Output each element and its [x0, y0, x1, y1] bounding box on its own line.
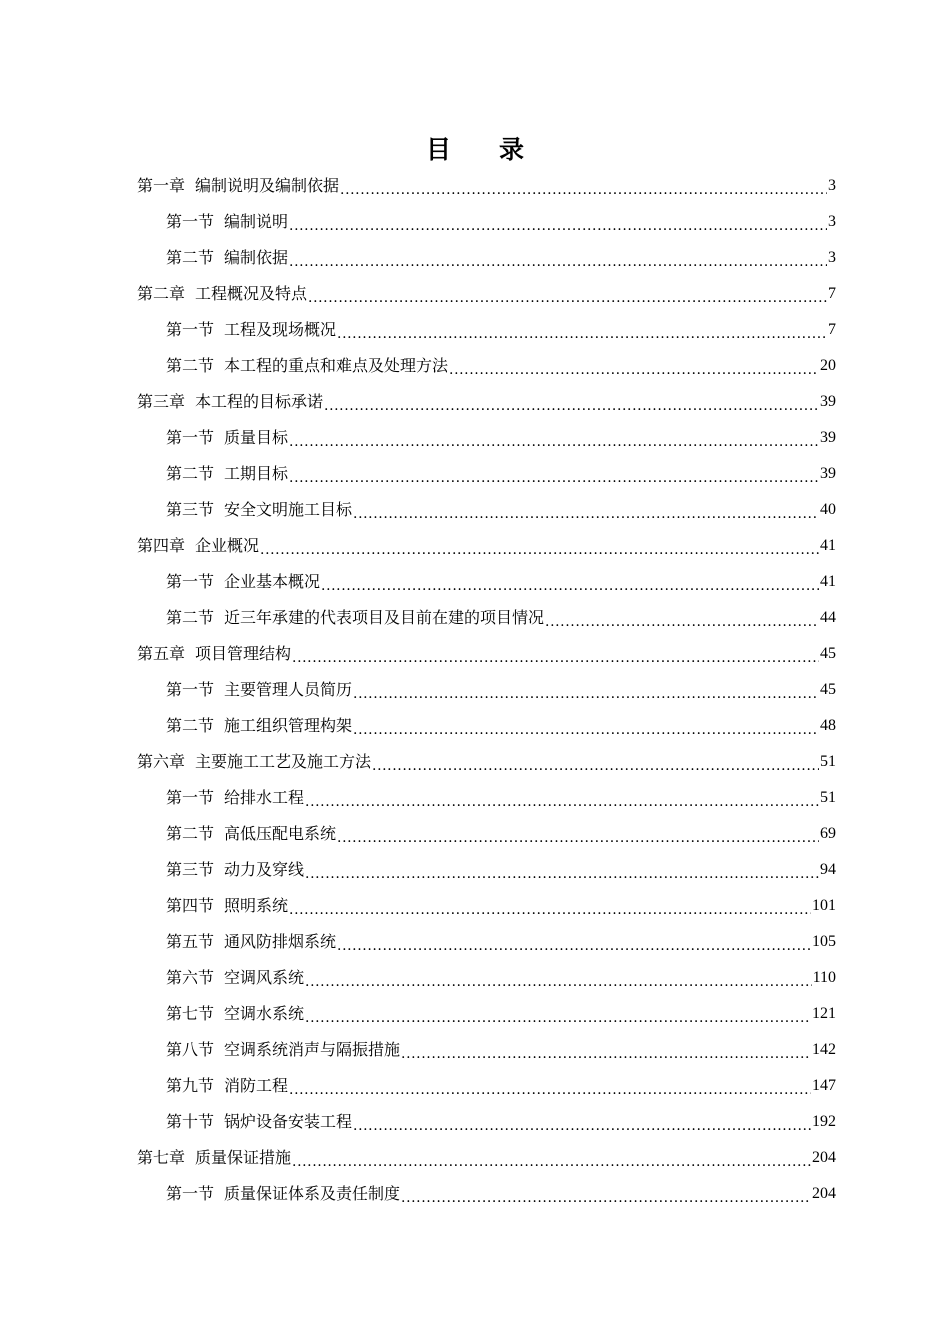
toc-entry-title: 锅炉设备安装工程 — [224, 1112, 353, 1131]
toc-entry-page-number: 204 — [812, 1185, 836, 1202]
toc-entry-number: 第四章 — [137, 536, 186, 555]
toc-entry-number: 第一节 — [166, 788, 215, 807]
toc-section-entry[interactable] — [137, 1176, 836, 1212]
toc-dot-leader — [337, 827, 819, 848]
toc-entry-title: 照明系统 — [224, 896, 289, 915]
toc-dot-leader — [308, 287, 827, 308]
toc-entry-number: 第五章 — [137, 644, 186, 663]
toc-section-entry[interactable] — [137, 204, 836, 240]
toc-chapter-entry[interactable] — [137, 636, 836, 672]
toc-entry-number: 第一章 — [137, 176, 186, 195]
toc-entry-number: 第一节 — [166, 1184, 215, 1203]
toc-entry-page-number: 192 — [812, 1113, 836, 1130]
toc-entry-page-number: 3 — [828, 249, 836, 266]
toc-entry-page-number: 51 — [820, 753, 836, 770]
toc-dot-leader — [353, 719, 819, 740]
toc-dot-leader — [340, 179, 827, 200]
toc-entry-page-number: 110 — [812, 969, 836, 986]
toc-section-entry[interactable] — [137, 996, 836, 1032]
toc-entry-number: 第三节 — [166, 500, 215, 519]
toc-section-entry[interactable] — [137, 852, 836, 888]
toc-dot-leader — [353, 1115, 811, 1136]
toc-entry-title: 质量保证措施 — [195, 1148, 292, 1167]
toc-entry-title: 动力及穿线 — [224, 860, 305, 879]
toc-entry-title: 质量目标 — [224, 428, 289, 447]
toc-entry-number: 第三节 — [166, 860, 215, 879]
toc-section-entry[interactable] — [137, 960, 836, 996]
toc-dot-leader — [260, 539, 819, 560]
toc-entry-title: 企业基本概况 — [224, 572, 321, 591]
toc-chapter-entry[interactable] — [137, 168, 836, 204]
toc-dot-leader — [289, 431, 819, 452]
toc-entry-number: 第二节 — [166, 356, 215, 375]
toc-entry-title: 主要管理人员简历 — [224, 680, 353, 699]
toc-entry-page-number: 20 — [820, 357, 836, 374]
toc-dot-leader — [305, 971, 812, 992]
toc-title — [0, 133, 950, 167]
toc-entry-page-number: 51 — [820, 789, 836, 806]
toc-entry-number: 第一节 — [166, 572, 215, 591]
toc-entry-title: 工程概况及特点 — [195, 284, 308, 303]
toc-entry-page-number: 48 — [820, 717, 836, 734]
toc-entry-number: 第六节 — [166, 968, 215, 987]
toc-chapter-entry[interactable] — [137, 528, 836, 564]
toc-dot-leader — [289, 467, 819, 488]
toc-entry-title: 质量保证体系及责任制度 — [224, 1184, 401, 1203]
toc-entry-page-number: 39 — [820, 465, 836, 482]
toc-entry-page-number: 39 — [820, 429, 836, 446]
toc-entry-number: 第十节 — [166, 1112, 215, 1131]
toc-entry-page-number: 94 — [820, 861, 836, 878]
toc-title-char-2: 录 — [499, 135, 525, 164]
toc-dot-leader — [289, 899, 811, 920]
toc-entry-number: 第一节 — [166, 212, 215, 231]
toc-section-entry[interactable] — [137, 420, 836, 456]
toc-section-entry[interactable] — [137, 240, 836, 276]
toc-section-entry[interactable] — [137, 672, 836, 708]
toc-entry-title: 施工组织管理构架 — [224, 716, 353, 735]
toc-section-entry[interactable] — [137, 708, 836, 744]
toc-entry-title: 企业概况 — [195, 536, 260, 555]
toc-entry-page-number: 7 — [828, 285, 836, 302]
toc-entry-page-number: 147 — [812, 1077, 836, 1094]
toc-entry-page-number: 45 — [820, 681, 836, 698]
toc-dot-leader — [305, 863, 819, 884]
toc-entry-title: 安全文明施工目标 — [224, 500, 353, 519]
toc-section-entry[interactable] — [137, 780, 836, 816]
toc-entry-number: 第七章 — [137, 1148, 186, 1167]
toc-entry-number: 第二节 — [166, 464, 215, 483]
toc-dot-leader — [545, 611, 819, 632]
toc-entry-number: 第一节 — [166, 680, 215, 699]
toc-list — [137, 168, 836, 1212]
toc-entry-title: 本工程的重点和难点及处理方法 — [224, 356, 449, 375]
toc-entry-number: 第二节 — [166, 824, 215, 843]
toc-entry-page-number: 40 — [820, 501, 836, 518]
toc-entry-page-number: 45 — [820, 645, 836, 662]
toc-entry-number: 第二章 — [137, 284, 186, 303]
toc-entry-number: 第一节 — [166, 320, 215, 339]
toc-dot-leader — [305, 1007, 811, 1028]
toc-entry-page-number: 3 — [828, 177, 836, 194]
toc-entry-page-number: 105 — [812, 933, 836, 950]
toc-entry-title: 高低压配电系统 — [224, 824, 337, 843]
toc-section-entry[interactable] — [137, 1032, 836, 1068]
toc-dot-leader — [401, 1187, 811, 1208]
toc-chapter-entry[interactable] — [137, 276, 836, 312]
toc-entry-number: 第二节 — [166, 716, 215, 735]
toc-entry-page-number: 3 — [828, 213, 836, 230]
toc-dot-leader — [372, 755, 819, 776]
toc-entry-title: 近三年承建的代表项目及目前在建的项目情况 — [224, 608, 545, 627]
toc-entry-number: 第一节 — [166, 428, 215, 447]
toc-entry-number: 第二节 — [166, 608, 215, 627]
toc-dot-leader — [324, 395, 819, 416]
toc-section-entry[interactable] — [137, 456, 836, 492]
toc-entry-title: 主要施工工艺及施工方法 — [195, 752, 372, 771]
toc-title-char-1: 目 — [425, 135, 451, 164]
toc-entry-number: 第五节 — [166, 932, 215, 951]
toc-entry-title: 项目管理结构 — [195, 644, 292, 663]
toc-entry-page-number: 121 — [812, 1005, 836, 1022]
toc-dot-leader — [353, 503, 819, 524]
toc-entry-page-number: 41 — [820, 573, 836, 590]
toc-entry-number: 第六章 — [137, 752, 186, 771]
toc-dot-leader — [449, 359, 819, 380]
toc-section-entry[interactable] — [137, 600, 836, 636]
toc-section-entry[interactable] — [137, 564, 836, 600]
toc-chapter-entry[interactable] — [137, 1140, 836, 1176]
toc-entry-number: 第七节 — [166, 1004, 215, 1023]
toc-dot-leader — [353, 683, 819, 704]
toc-entry-page-number: 204 — [812, 1149, 836, 1166]
toc-entry-page-number: 39 — [820, 393, 836, 410]
toc-dot-leader — [292, 1151, 811, 1172]
toc-entry-title: 工程及现场概况 — [224, 320, 337, 339]
toc-entry-title: 空调风系统 — [224, 968, 305, 987]
toc-dot-leader — [337, 935, 811, 956]
toc-dot-leader — [305, 791, 819, 812]
toc-dot-leader — [289, 1079, 811, 1100]
toc-dot-leader — [292, 647, 819, 668]
toc-entry-title: 编制说明及编制依据 — [195, 176, 340, 195]
toc-dot-leader — [337, 323, 827, 344]
toc-section-entry[interactable] — [137, 492, 836, 528]
toc-entry-number: 第四节 — [166, 896, 215, 915]
toc-entry-title: 编制依据 — [224, 248, 289, 267]
toc-entry-title: 空调系统消声与隔振措施 — [224, 1040, 401, 1059]
toc-section-entry[interactable] — [137, 924, 836, 960]
toc-entry-number: 第三章 — [137, 392, 186, 411]
toc-entry-number: 第九节 — [166, 1076, 215, 1095]
toc-entry-title: 工期目标 — [224, 464, 289, 483]
toc-section-entry[interactable] — [137, 888, 836, 924]
toc-section-entry[interactable] — [137, 1104, 836, 1140]
toc-section-entry[interactable] — [137, 312, 836, 348]
toc-section-entry[interactable] — [137, 1068, 836, 1104]
toc-dot-leader — [289, 215, 827, 236]
toc-entry-page-number: 44 — [820, 609, 836, 626]
toc-section-entry[interactable] — [137, 348, 836, 384]
toc-dot-leader — [289, 251, 827, 272]
toc-entry-page-number: 41 — [820, 537, 836, 554]
toc-entry-page-number: 69 — [820, 825, 836, 842]
toc-entry-page-number: 101 — [812, 897, 836, 914]
toc-chapter-entry[interactable] — [137, 384, 836, 420]
toc-dot-leader — [401, 1043, 811, 1064]
toc-entry-title: 空调水系统 — [224, 1004, 305, 1023]
toc-entry-title: 通风防排烟系统 — [224, 932, 337, 951]
toc-entry-number: 第二节 — [166, 248, 215, 267]
toc-entry-title: 编制说明 — [224, 212, 289, 231]
toc-entry-page-number: 142 — [812, 1041, 836, 1058]
toc-dot-leader — [321, 575, 819, 596]
toc-entry-title: 消防工程 — [224, 1076, 289, 1095]
toc-section-entry[interactable] — [137, 816, 836, 852]
toc-entry-number: 第八节 — [166, 1040, 215, 1059]
toc-entry-page-number: 7 — [828, 321, 836, 338]
toc-entry-title: 本工程的目标承诺 — [195, 392, 324, 411]
toc-entry-title: 给排水工程 — [224, 788, 305, 807]
toc-chapter-entry[interactable] — [137, 744, 836, 780]
